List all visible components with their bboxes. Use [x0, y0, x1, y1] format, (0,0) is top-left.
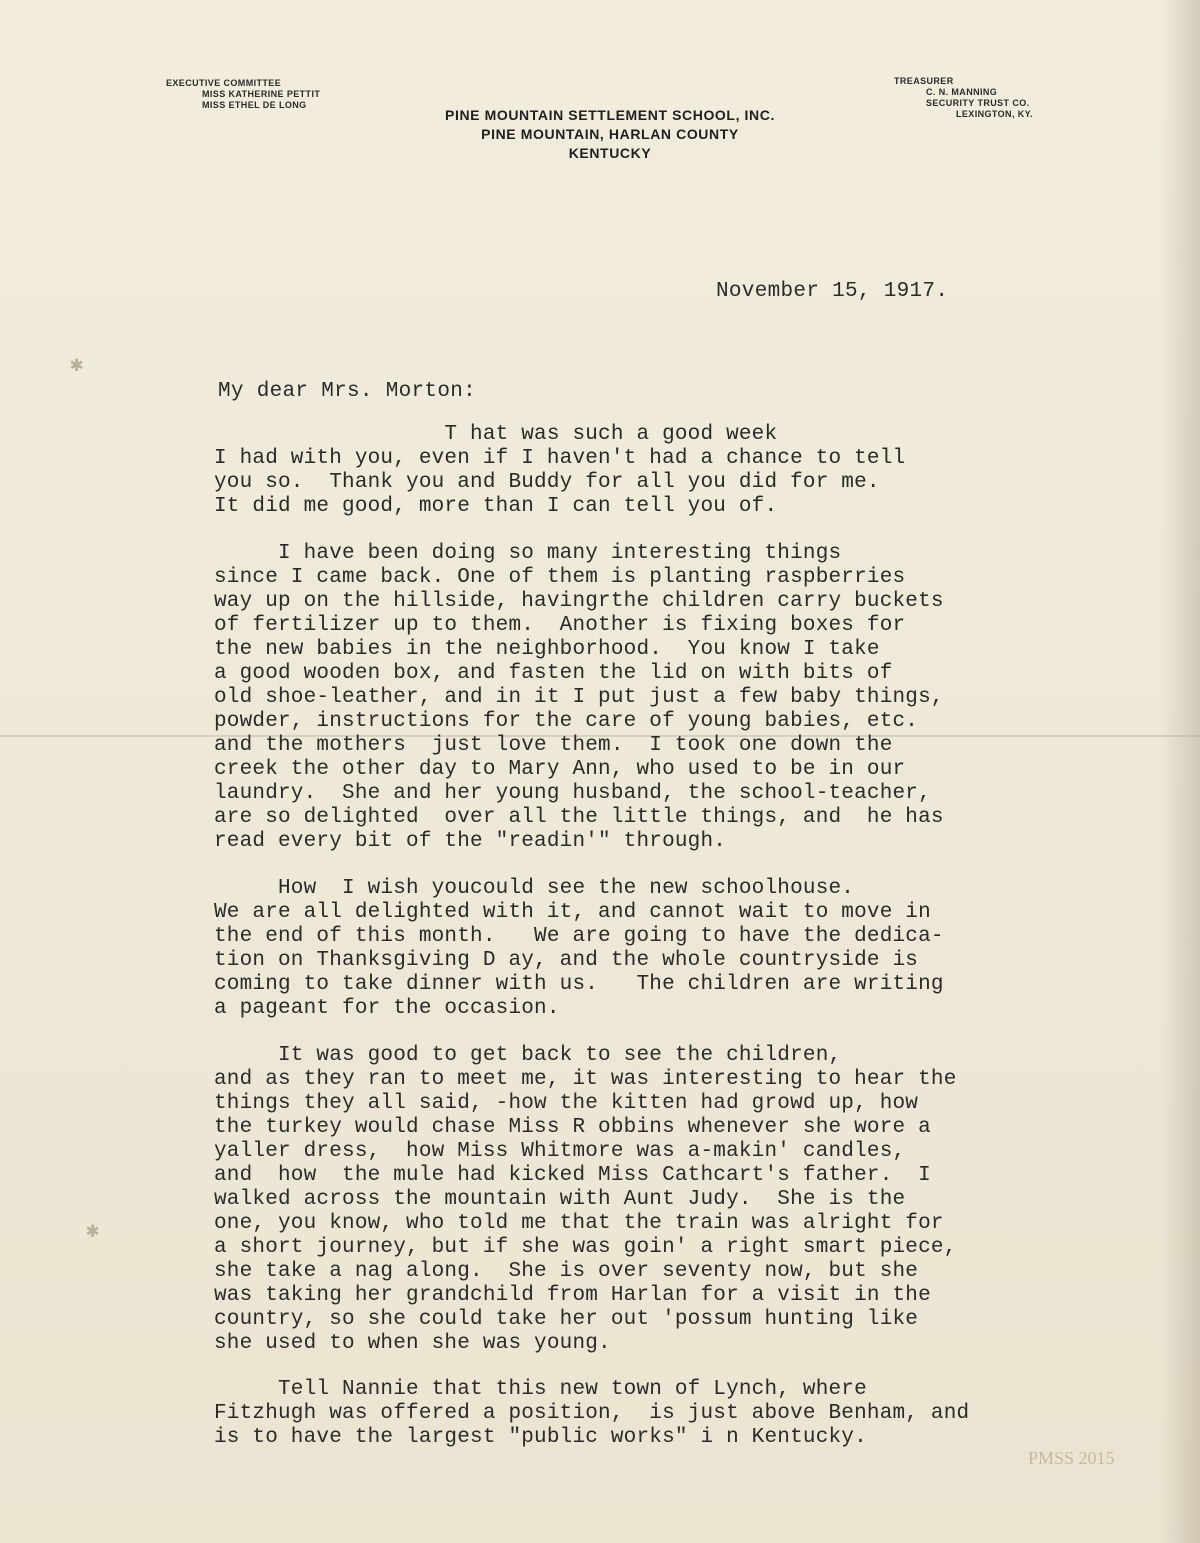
paragraph-5 — [214, 1378, 1074, 1450]
text-line: powder, instructions for the care of young babies, etc. — [214, 710, 919, 733]
text-line: since I came back. One of them is planting raspberries — [214, 566, 906, 589]
school-location: PINE MOUNTAIN, HARLAN COUNTY — [481, 126, 739, 142]
text-line: she used to when she was young. — [214, 1332, 611, 1355]
text-line: a pageant for the occasion. — [214, 997, 560, 1020]
text-line: and how the mule had kicked Miss Cathcart's father. I — [214, 1164, 931, 1187]
text-line: I had with you, even if I haven't had a chance to tell — [214, 447, 906, 470]
paragraph-2 — [214, 542, 1074, 854]
text-line: It did me good, more than I can tell you of. — [214, 495, 778, 518]
text-line: was taking her grandchild from Harlan for a visit in the — [214, 1284, 931, 1307]
school-name: PINE MOUNTAIN SETTLEMENT SCHOOL, INC. — [445, 107, 775, 123]
text-line: yaller dress, how Miss Whitmore was a-makin' candles, — [214, 1140, 906, 1163]
letter-date: November 15, 1917. — [716, 280, 949, 303]
text-line: walked across the mountain with Aunt Judy. She is the — [214, 1188, 906, 1211]
text-line: It was good to get back to see the children, — [214, 1044, 842, 1067]
text-line: and as they ran to meet me, it was interesting to hear the — [214, 1068, 957, 1091]
text-line: We are all delighted with it, and cannot wait to move in — [214, 901, 931, 924]
text-line: of fertilizer up to them. Another is fixing boxes for — [214, 614, 906, 637]
treasurer-line: C. N. MANNING — [926, 87, 998, 97]
text-line: Fitzhugh was offered a position, is just above Benham, and — [214, 1402, 970, 1425]
text-line: she take a nag along. She is over seventy now, but she — [214, 1260, 919, 1283]
paper-tear-mark: ✱ — [86, 1219, 100, 1244]
text-line: a good wooden box, and fasten the lid on with bits of — [214, 662, 893, 685]
text-line: the end of this month. We are going to have the dedica- — [214, 925, 944, 948]
text-line: country, so she could take her out 'possum hunting like — [214, 1308, 919, 1331]
text-line: Tell Nannie that this new town of Lynch, where — [214, 1378, 867, 1401]
executive-committee-block — [166, 78, 320, 111]
treasurer-line: SECURITY TRUST CO. — [926, 98, 1030, 108]
text-line: you so. Thank you and Buddy for all you did for me. — [214, 471, 880, 494]
treasurer-block — [894, 76, 1033, 120]
text-line: I have been doing so many interesting things — [214, 542, 842, 565]
text-line: the new babies in the neighborhood. You know I take — [214, 638, 880, 661]
committee-member: MISS KATHERINE PETTIT — [202, 89, 321, 99]
text-line: are so delighted over all the little things, and he has — [214, 806, 944, 829]
paragraph-3 — [214, 877, 1074, 1021]
text-line: coming to take dinner with us. The children are writing — [214, 973, 944, 996]
archive-watermark: PMSS 2015 — [1028, 1448, 1115, 1468]
text-line: way up on the hillside, havingrthe children carry buckets — [214, 590, 944, 613]
treasurer-line: LEXINGTON, KY. — [956, 109, 1033, 119]
text-line: the turkey would chase Miss R obbins whenever she wore a — [214, 1116, 931, 1139]
text-line: How I wish youcould see the new schoolhouse. — [214, 877, 855, 900]
text-line: is to have the largest "public works" i n Kentucky. — [214, 1426, 867, 1449]
executive-committee-heading: EXECUTIVE COMMITTEE — [166, 78, 282, 88]
school-state: KENTUCKY — [568, 145, 652, 161]
treasurer-heading: TREASURER — [894, 76, 954, 86]
paragraph-4 — [214, 1044, 1074, 1356]
paper-tear-mark: ✱ — [70, 353, 84, 378]
paragraph-1 — [214, 423, 1074, 519]
text-line: T hat was such a good week — [214, 423, 778, 446]
text-line: tion on Thanksgiving D ay, and the whole countryside is — [214, 949, 919, 972]
text-line: old shoe-leather, and in it I put just a few baby things, — [214, 686, 944, 709]
committee-member: MISS ETHEL DE LONG — [202, 100, 307, 110]
school-letterhead — [380, 106, 840, 163]
text-line: and the mothers just love them. I took one down the — [214, 734, 893, 757]
text-line: creek the other day to Mary Ann, who used to be in our — [214, 758, 906, 781]
salutation: My dear Mrs. Morton: — [218, 380, 477, 403]
text-line: a short journey, but if she was goin' a right smart piece, — [214, 1236, 957, 1259]
text-line: read every bit of the "readin'" through. — [214, 830, 727, 853]
text-line: things they all said, -how the kitten had growd up, how — [214, 1092, 919, 1115]
text-line: one, you know, who told me that the train was alright for — [214, 1212, 944, 1235]
text-line: laundry. She and her young husband, the school-teacher, — [214, 782, 931, 805]
